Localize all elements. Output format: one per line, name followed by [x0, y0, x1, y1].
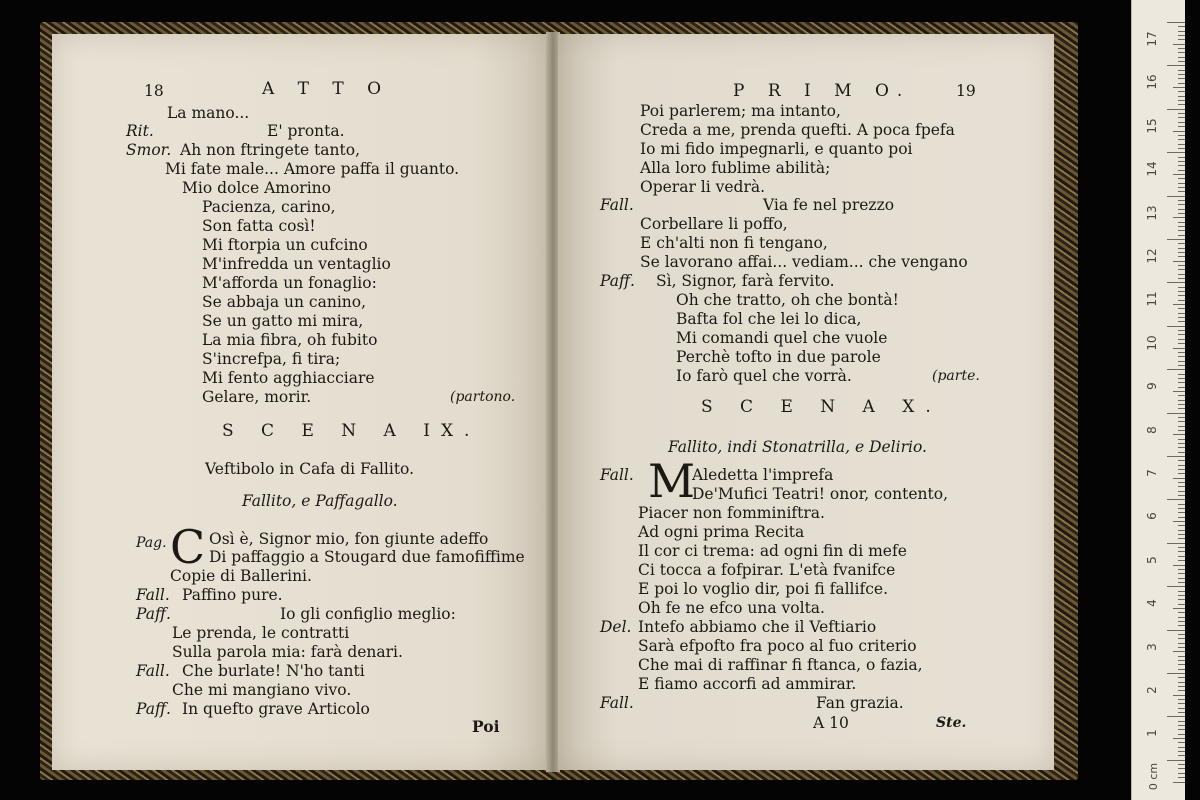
ruler-tick	[1178, 248, 1185, 249]
text-line: De'Mufici Teatri! onor, contento,	[692, 485, 948, 503]
ruler-tick	[1178, 139, 1185, 140]
ruler-tick	[1178, 183, 1185, 184]
ruler-tick	[1173, 391, 1185, 392]
ruler-tick	[1173, 521, 1185, 522]
ruler-tick	[1178, 352, 1185, 353]
ruler-tick	[1178, 525, 1185, 526]
right-page	[558, 34, 1054, 770]
ruler-tick	[1178, 469, 1185, 470]
ruler-tick	[1178, 751, 1185, 752]
ruler-tick	[1178, 100, 1185, 101]
ruler-tick	[1173, 44, 1185, 45]
ruler-tick	[1178, 400, 1185, 401]
ruler-tick	[1178, 265, 1185, 266]
ruler-tick	[1178, 408, 1185, 409]
text-line: La mano...	[167, 104, 250, 122]
ruler-tick	[1178, 144, 1185, 145]
text-line: Ad ogni prima Recita	[638, 523, 805, 541]
ruler-tick	[1178, 447, 1185, 448]
ruler-tick	[1167, 413, 1185, 414]
speaker-label: Paff.	[136, 700, 171, 718]
ruler-tick	[1167, 109, 1185, 110]
signature-mark: A 10	[813, 714, 849, 732]
ruler-tick	[1178, 170, 1185, 171]
text-line: Operar li vedrà.	[640, 178, 766, 196]
ruler-tick	[1178, 421, 1185, 422]
ruler-tick	[1178, 343, 1185, 344]
ruler-tick	[1178, 551, 1185, 552]
ruler-tick	[1178, 178, 1185, 179]
ruler-tick	[1178, 595, 1185, 596]
ruler-tick	[1167, 239, 1185, 240]
ruler-label: 16	[1145, 74, 1159, 91]
ruler-tick	[1173, 87, 1185, 88]
text-line: La mia fibra, oh fubito	[202, 331, 378, 349]
ruler-tick	[1178, 287, 1185, 288]
text-line: Intefo abbiamo che il Veftiario	[638, 618, 877, 636]
ruler-label: 10	[1145, 335, 1159, 351]
scene-heading: S C E N A IX.	[222, 421, 481, 441]
ruler-tick	[1178, 682, 1185, 683]
ruler-tick	[1178, 317, 1185, 318]
ruler-tick	[1178, 656, 1185, 657]
running-head-left: A T T O	[262, 79, 391, 99]
ruler-tick	[1178, 495, 1185, 496]
ruler-tick	[1178, 91, 1185, 92]
text-line: Piacer non fomminiftra.	[638, 504, 825, 522]
ruler-tick	[1178, 504, 1185, 505]
catchword: Ste.	[936, 715, 967, 731]
ruler-tick	[1178, 78, 1185, 79]
text-line: Alla loro fublime abilità;	[640, 159, 831, 177]
ruler-tick	[1178, 161, 1185, 162]
ruler-tick	[1178, 39, 1185, 40]
scene-heading: S C E N A X.	[701, 397, 942, 417]
text-line: Io mi fido impegnarli, e quanto poi	[640, 140, 913, 158]
ruler-tick	[1178, 690, 1185, 691]
ruler-tick	[1178, 560, 1185, 561]
ruler-tick	[1178, 83, 1185, 84]
ruler-tick	[1178, 712, 1185, 713]
ruler-tick	[1178, 764, 1185, 765]
ruler-tick	[1167, 65, 1185, 66]
ruler-label: 13	[1145, 204, 1159, 221]
text-line: Pacienza, carino,	[202, 198, 336, 216]
drop-capital: M	[648, 454, 696, 508]
ruler-tick	[1178, 482, 1185, 483]
ruler-tick	[1178, 755, 1185, 756]
text-line: Sulla parola mia: farà denari.	[172, 643, 403, 661]
ruler-tick	[1178, 230, 1185, 231]
ruler-tick	[1178, 269, 1185, 270]
ruler-tick	[1178, 530, 1185, 531]
ruler-tick	[1178, 378, 1185, 379]
speaker-label: Paff.	[600, 272, 635, 290]
text-line: Che burlate! N'ho tanti	[182, 662, 365, 680]
ruler-tick	[1178, 604, 1185, 605]
text-line: S'increfpa, fi tira;	[202, 350, 341, 368]
ruler-label: 12	[1145, 248, 1159, 264]
setting-line: Veftibolo in Cafa di Fallito.	[205, 460, 415, 478]
text-line: Creda a me, prenda quefti. A poca fpefa	[640, 121, 955, 139]
ruler-label: 11	[1145, 291, 1159, 308]
ruler-tick	[1167, 543, 1185, 544]
ruler-tick	[1178, 703, 1185, 704]
ruler-tick	[1178, 382, 1185, 383]
text-line: Che mai di raffinar fi ftanca, o fazia,	[638, 656, 923, 674]
ruler-label: 2	[1145, 686, 1159, 694]
ruler-tick	[1173, 782, 1185, 783]
ruler-tick	[1178, 460, 1185, 461]
ruler-tick	[1178, 599, 1185, 600]
text-line: Di paffaggio a Stougard due famofiffime	[209, 548, 525, 566]
ruler-tick	[1178, 621, 1185, 622]
ruler-tick	[1178, 473, 1185, 474]
text-line: Le prenda, le contratti	[172, 624, 350, 642]
ruler-tick	[1178, 330, 1185, 331]
text-line: E poi lo voglio dir, poi fi fallifce.	[638, 580, 888, 598]
stage-direction: (partono.	[450, 389, 516, 405]
ruler-tick	[1178, 226, 1185, 227]
ruler-tick	[1173, 565, 1185, 566]
text-line: Ci tocca a fofpirar. L'età fvanifce	[638, 561, 896, 579]
ruler-tick	[1173, 695, 1185, 696]
speaker-label: Rit.	[126, 122, 154, 140]
ruler-tick	[1178, 725, 1185, 726]
ruler-tick	[1178, 35, 1185, 36]
ruler-tick	[1178, 26, 1185, 27]
ruler-tick	[1178, 647, 1185, 648]
ruler-tick	[1178, 291, 1185, 292]
ruler-tick	[1173, 217, 1185, 218]
ruler-tick	[1178, 356, 1185, 357]
ruler-tick	[1178, 200, 1185, 201]
speaker-label: Pag.	[136, 535, 167, 551]
ruler-tick	[1178, 643, 1185, 644]
ruler-tick	[1173, 651, 1185, 652]
left-page	[52, 34, 548, 770]
speaker-label: Fall.	[136, 662, 170, 680]
ruler-tick	[1178, 625, 1185, 626]
characters-line: Fallito, e Paffagallo.	[242, 492, 398, 510]
ruler-tick	[1178, 512, 1185, 513]
text-line: Il cor ci trema: ad ogni fin di mefe	[638, 542, 907, 560]
ruler-tick	[1178, 321, 1185, 322]
speaker-label: Smor.	[126, 141, 172, 159]
ruler-tick	[1178, 70, 1185, 71]
ruler-tick	[1178, 295, 1185, 296]
speaker-label: Fall.	[600, 196, 634, 214]
ruler-tick	[1173, 478, 1185, 479]
ruler-tick	[1178, 300, 1185, 301]
ruler-tick	[1178, 569, 1185, 570]
speaker-label: Del.	[600, 618, 632, 636]
ruler-tick	[1178, 235, 1185, 236]
ruler-tick	[1178, 165, 1185, 166]
ruler-label: 17	[1145, 31, 1159, 47]
ruler-tick	[1167, 760, 1185, 761]
ruler-tick	[1173, 261, 1185, 262]
ruler-tick	[1178, 686, 1185, 687]
text-line: Io gli configlio meglio:	[280, 605, 456, 623]
text-line: Che mi mangiano vivo.	[172, 681, 352, 699]
text-line: Se abbaja un canino,	[202, 293, 367, 311]
ruler-tick	[1178, 669, 1185, 670]
text-line: Mio dolce Amorino	[182, 179, 331, 197]
ruler-tick	[1178, 339, 1185, 340]
ruler-tick	[1178, 777, 1185, 778]
ruler-tick	[1167, 499, 1185, 500]
ruler-tick	[1178, 547, 1185, 548]
stage-direction: (parte.	[932, 368, 980, 384]
ruler-tick	[1178, 274, 1185, 275]
ruler-label: 4	[1145, 599, 1159, 608]
page-number-right: 19	[956, 82, 976, 100]
ruler-tick	[1167, 716, 1185, 717]
text-line: In quefto grave Articolo	[182, 700, 370, 718]
ruler-tick	[1178, 96, 1185, 97]
ruler-tick	[1167, 282, 1185, 283]
ruler-tick	[1167, 326, 1185, 327]
speaker-label: Fall.	[600, 694, 634, 712]
ruler-tick	[1178, 617, 1185, 618]
ruler-tick	[1173, 608, 1185, 609]
text-line: Mi ftorpia un cufcino	[202, 236, 368, 254]
ruler-tick	[1178, 452, 1185, 453]
ruler-tick	[1178, 157, 1185, 158]
ruler-tick	[1178, 213, 1185, 214]
ruler-tick	[1178, 556, 1185, 557]
text-line: M'infredda un ventaglio	[202, 255, 391, 273]
ruler-tick	[1178, 734, 1185, 735]
ruler-label: 14	[1145, 161, 1159, 177]
ruler-tick	[1178, 256, 1185, 257]
text-line: Ah non ftringete tanto,	[180, 141, 361, 159]
speaker-label: Fall.	[136, 586, 170, 604]
text-line: Se lavorano affai... vediam... che vengano	[640, 253, 968, 271]
ruler-label: 7	[1145, 469, 1159, 477]
ruler-tick	[1178, 742, 1185, 743]
ruler-tick	[1178, 61, 1185, 62]
text-line: Perchè tofto in due parole	[676, 348, 881, 366]
ruler-tick	[1178, 191, 1185, 192]
ruler-tick	[1178, 430, 1185, 431]
ruler-tick	[1178, 395, 1185, 396]
text-line: Oh che tratto, oh che bontà!	[676, 291, 899, 309]
ruler-tick	[1178, 465, 1185, 466]
ruler-unit: 0 cm	[1147, 762, 1161, 791]
ruler-tick	[1178, 517, 1185, 518]
ruler-tick	[1178, 768, 1185, 769]
text-line: Via fe nel prezzo	[763, 196, 895, 214]
ruler-tick	[1178, 148, 1185, 149]
ruler-tick	[1173, 131, 1185, 132]
measuring-ruler	[1131, 0, 1185, 800]
ruler-tick	[1178, 48, 1185, 49]
text-line: E ch'alti non fi tengano,	[640, 234, 828, 252]
ruler-tick	[1178, 52, 1185, 53]
ruler-label: 9	[1145, 382, 1159, 391]
ruler-tick	[1178, 313, 1185, 314]
ruler-tick	[1167, 22, 1185, 23]
ruler-tick	[1178, 135, 1185, 136]
text-line: Paffino pure.	[182, 586, 283, 604]
ruler-tick	[1178, 443, 1185, 444]
text-line: Fan grazia.	[816, 694, 904, 712]
ruler-tick	[1178, 387, 1185, 388]
ruler-tick	[1178, 57, 1185, 58]
ruler-tick	[1178, 365, 1185, 366]
text-line: Sì, Signor, farà fervito.	[656, 272, 835, 290]
text-line: E' pronta.	[267, 122, 345, 140]
ruler-tick	[1173, 304, 1185, 305]
ruler-tick	[1173, 348, 1185, 349]
text-line: Mi comandi quel che vuole	[676, 329, 888, 347]
ruler-tick	[1178, 308, 1185, 309]
ruler-label: 6	[1145, 512, 1159, 521]
ruler-label: 8	[1145, 425, 1159, 434]
ruler-tick	[1178, 491, 1185, 492]
ruler-label: 3	[1145, 642, 1159, 651]
speaker-label: Fall.	[600, 466, 634, 484]
text-line: Corbellare li poffo,	[640, 215, 788, 233]
text-line: Copie di Ballerini.	[170, 567, 312, 585]
ruler-tick	[1178, 74, 1185, 75]
ruler-tick	[1178, 278, 1185, 279]
ruler-tick	[1178, 773, 1185, 774]
ruler-tick	[1178, 439, 1185, 440]
ruler-label: 1	[1145, 729, 1159, 738]
ruler-tick	[1178, 699, 1185, 700]
ruler-tick	[1167, 586, 1185, 587]
ruler-label: 15	[1145, 118, 1159, 134]
ruler-tick	[1167, 630, 1185, 631]
drop-capital: C	[170, 520, 206, 574]
ruler-tick	[1167, 673, 1185, 674]
ruler-tick	[1178, 113, 1185, 114]
running-head-right: P R I M O.	[733, 81, 912, 101]
ruler-tick	[1178, 582, 1185, 583]
ruler-tick	[1178, 578, 1185, 579]
ruler-tick	[1178, 660, 1185, 661]
text-line: Gelare, morir.	[202, 388, 312, 406]
ruler-tick	[1178, 222, 1185, 223]
book-spread	[40, 22, 1078, 780]
ruler-tick	[1178, 708, 1185, 709]
ruler-label: 5	[1145, 555, 1159, 564]
text-line: Bafta fol che lei lo dica,	[676, 310, 862, 328]
ruler-tick	[1178, 104, 1185, 105]
ruler-tick	[1178, 209, 1185, 210]
ruler-tick	[1178, 417, 1185, 418]
ruler-tick	[1167, 196, 1185, 197]
text-line: Son fatta così!	[202, 217, 316, 235]
ruler-tick	[1178, 573, 1185, 574]
ruler-tick	[1178, 117, 1185, 118]
ruler-tick	[1173, 174, 1185, 175]
ruler-tick	[1167, 456, 1185, 457]
text-line: Mi fento agghiacciare	[202, 369, 375, 387]
text-line: Oh fe ne efco una volta.	[638, 599, 825, 617]
text-line: Sarà efpofto fra poco al fuo criterio	[638, 637, 917, 655]
ruler-tick	[1178, 252, 1185, 253]
ruler-tick	[1167, 152, 1185, 153]
ruler-tick	[1178, 426, 1185, 427]
text-line: Mi fate male... Amore paffa il guanto.	[165, 160, 460, 178]
ruler-tick	[1178, 31, 1185, 32]
ruler-tick	[1178, 404, 1185, 405]
ruler-tick	[1178, 729, 1185, 730]
ruler-tick	[1178, 187, 1185, 188]
ruler-tick	[1178, 374, 1185, 375]
ruler-tick	[1167, 369, 1185, 370]
text-line: M'afforda un fonaglio:	[202, 274, 377, 292]
text-line: Aledetta l'imprefa	[692, 466, 834, 484]
characters-line: Fallito, indi Stonatrilla, e Delirio.	[668, 438, 927, 456]
speaker-label: Paff.	[136, 605, 171, 623]
ruler-tick	[1178, 638, 1185, 639]
ruler-tick	[1173, 738, 1185, 739]
ruler-tick	[1178, 634, 1185, 635]
page-number-left: 18	[144, 82, 164, 100]
ruler-tick	[1178, 664, 1185, 665]
text-line: Poi parlerem; ma intanto,	[640, 102, 841, 120]
ruler-tick	[1178, 508, 1185, 509]
ruler-tick	[1178, 612, 1185, 613]
ruler-tick	[1173, 434, 1185, 435]
ruler-tick	[1178, 126, 1185, 127]
catchword: Poi	[472, 717, 500, 736]
text-line: E fiamo accorfi ad ammirar.	[638, 675, 857, 693]
ruler-tick	[1178, 486, 1185, 487]
text-line: Io farò quel che vorrà.	[676, 367, 852, 385]
ruler-tick	[1178, 122, 1185, 123]
ruler-tick	[1178, 721, 1185, 722]
ruler-tick	[1178, 204, 1185, 205]
ruler-tick	[1178, 243, 1185, 244]
text-line: Osì è, Signor mio, fon giunte adeffo	[209, 530, 489, 548]
ruler-tick	[1178, 747, 1185, 748]
ruler-tick	[1178, 534, 1185, 535]
ruler-tick	[1178, 538, 1185, 539]
ruler-tick	[1178, 677, 1185, 678]
ruler-tick	[1178, 334, 1185, 335]
ruler-tick	[1178, 361, 1185, 362]
ruler-tick	[1178, 591, 1185, 592]
text-line: Se un gatto mi mira,	[202, 312, 364, 330]
